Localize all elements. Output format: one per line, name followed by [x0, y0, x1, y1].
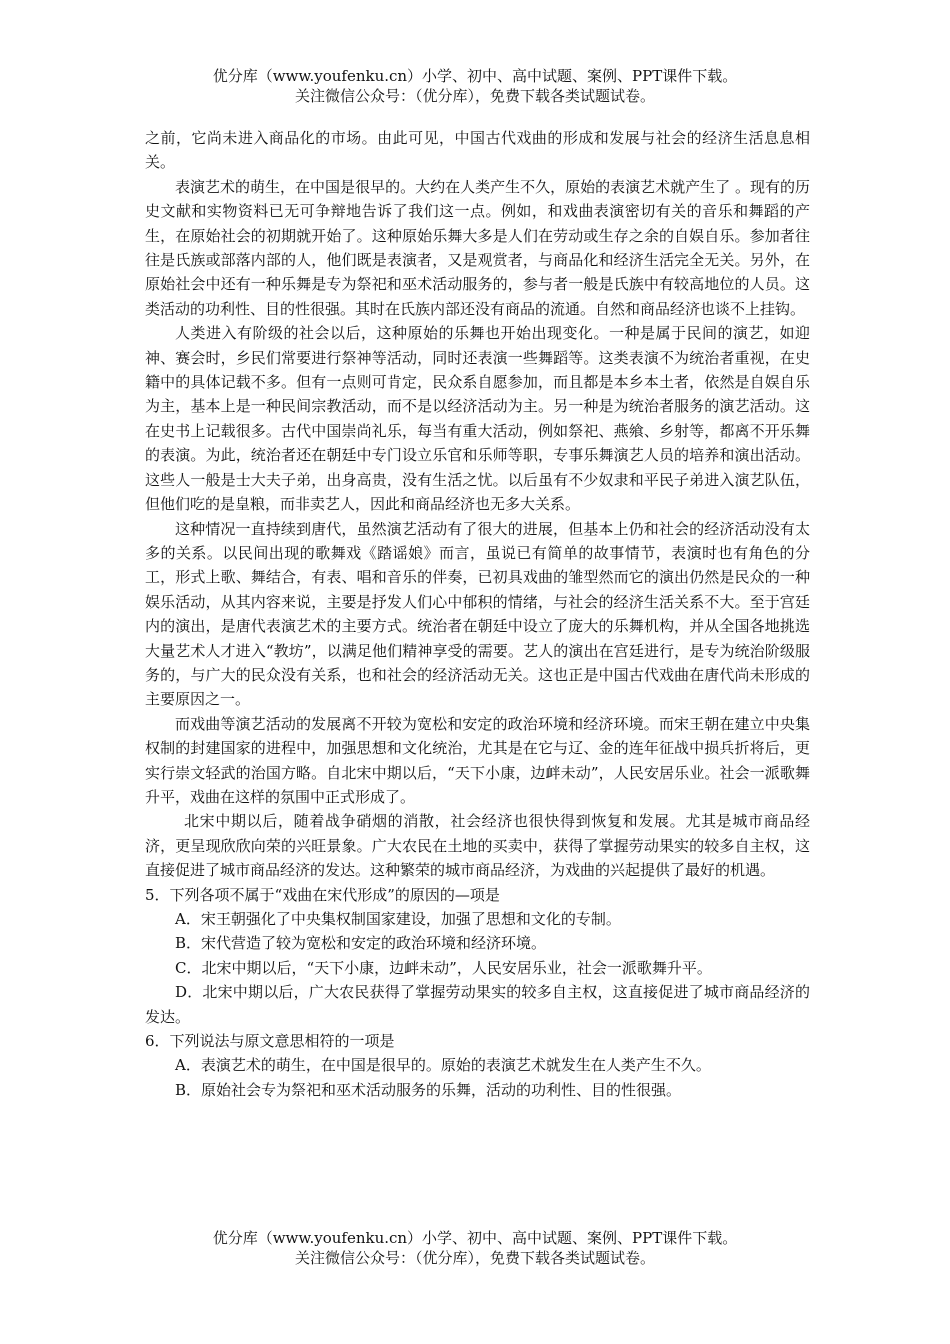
header-line-2: 关注微信公众号：（优分库），免费下载各类试题试卷。	[294, 87, 655, 105]
document-body	[145, 126, 810, 1102]
paragraph: 人类进入有阶级的社会以后，这种原始的乐舞也开始出现变化。一种是属于民间的演艺，如迎神、赛会时，乡民们常要进行祭神等活动，同时还表演一些舞蹈等。这类表演不为统治者重视，在史籍中的具体记载不多。但有一点则可肯定，民众系自愿参加，而且都是本乡本土者，依然是自娱自乐为主，基本上是一种民间宗教活动，而不是以经济活动为主。另一种是为统治者服务的演艺活动。这在史书上记载很多。古代中国崇尚礼乐，每当有重大活动，例如祭祀、燕飨、乡射等，都离不开乐舞的表演。为此，统治者还在朝廷中专门设立乐官和乐师等职，专事乐舞演艺人员的培养和演出活动。这些人一般是士大夫子弟，出身高贵，没有生活之忧。以后虽有不少奴隶和平民子弟进入演艺队伍，但他们吃的是皇粮，而非卖艺人，因此和商品经济也无多大关系。	[145, 324, 810, 514]
question-5-option-b: B．宋代营造了较为宽松和安定的政治环境和经济环境。	[175, 934, 547, 953]
question-5-stem: 5．下列各项不属于“戏曲在宋代形成”的原因的—项是	[145, 885, 500, 904]
paragraph: 北宋中期以后，随着战争硝烟的消散，社会经济也很快得到恢复和发展。尤其是城市商品经济，更呈现欣欣向荣的兴旺景象。广大农民在土地的买卖中，获得了掌握劳动果实的较多自主权，这直接促进了城市商品经济的发达。这种繁荣的城市商品经济，为戏曲的兴起提供了最好的机遇。	[145, 812, 810, 880]
footer-line-2: 关注微信公众号：（优分库），免费下载各类试题试卷。	[294, 1249, 655, 1267]
footer-line-1: 优分库（www.youfenku.cn）小学、初中、高中试题、案例、PPT课件下载。	[212, 1229, 738, 1247]
paragraph: 表演艺术的萌生，在中国是很早的。大约在人类产生不久，原始的表演艺术就产生了 。现有的历史文献和实物资料已无可争辩地告诉了我们这一点。例如，和戏曲表演密切有关的音乐和舞蹈的产生，在原始社会的初期就开始了。这种原始乐舞大多是人们在劳动或生存之余的自娱自乐。参加者往往是氏族或部落内部的人，他们既是表演者，又是观赏者，与商品化和经济生活完全无关。另外，在原始社会中还有一种乐舞是专为祭祀和巫术活动服务的，参与者一般是氏族中有较高地位的人员。这类活动的功利性、目的性很强。其时在氏族内部还没有商品的流通。自然和商品经济也谈不上挂钩。	[145, 177, 810, 318]
paragraph-continued: 之前，它尚未进入商品化的市场。由此可见，中国古代戏曲的形成和发展与社会的经济生活息息相关。	[145, 129, 810, 172]
page-header	[0, 66, 950, 106]
question-6-stem: 6．下列说法与原文意思相符的一项是	[145, 1032, 395, 1051]
question-6-option-a: A．表演艺术的萌生，在中国是很早的。原始的表演艺术就发生在人类产生不久。	[175, 1056, 711, 1075]
question-5-option-d: D．北宋中期以后，广大农民获得了掌握劳动果实的较多自主权，这直接促进了城市商品经济的发达。	[145, 983, 810, 1026]
page-footer	[0, 1228, 950, 1268]
question-5-option-a: A．宋王朝强化了中央集权制国家建设，加强了思想和文化的专制。	[175, 910, 621, 928]
header-line-1: 优分库（www.youfenku.cn）小学、初中、高中试题、案例、PPT课件下载。	[212, 67, 738, 85]
paragraph: 这种情况一直持续到唐代，虽然演艺活动有了很大的进展，但基本上仍和社会的经济活动没有太多的关系。以民间出现的歌舞戏《踏谣娘》而言，虽说已有简单的故事情节，表演时也有角色的分工，形式上歌、舞结合，有表、唱和音乐的伴奏，已初具戏曲的雏型然而它的演出仍然是民众的一种娱乐活动，从其内容来说，主要是抒发人们心中郁积的情绪，与社会的经济生活关系不大。至于宫廷内的演出，是唐代表演艺术的主要方式。统治者在朝廷中设立了庞大的乐舞机构，并从全国各地挑选大量艺术人才进入“教坊”，以满足他们精神享受的需要。艺人的演出在宫廷进行，是专为统治阶级服务的，与广大的民众没有关系，也和社会的经济活动无关。这也正是中国古代戏曲在唐代尚未形成的主要原因之一。	[145, 519, 810, 709]
question-6-option-b: B．原始社会专为祭祀和巫术活动服务的乐舞，活动的功利性、目的性很强。	[175, 1080, 682, 1099]
question-5-option-c: C．北宋中期以后，“天下小康，边衅未动”，人民安居乐业，社会一派歌舞升平。	[175, 958, 712, 977]
paragraph: 而戏曲等演艺活动的发展离不开较为宽松和安定的政治环境和经济环境。而宋王朝在建立中央集权制的封建国家的进程中，加强思想和文化统治，尤其是在它与辽、金的连年征战中损兵折将后，更实行崇文轻武的治国方略。自北宋中期以后，“天下小康，边衅未动”，人民安居乐业。社会一派歌舞升平，戏曲在这样的氛围中正式形成了。	[145, 714, 810, 806]
